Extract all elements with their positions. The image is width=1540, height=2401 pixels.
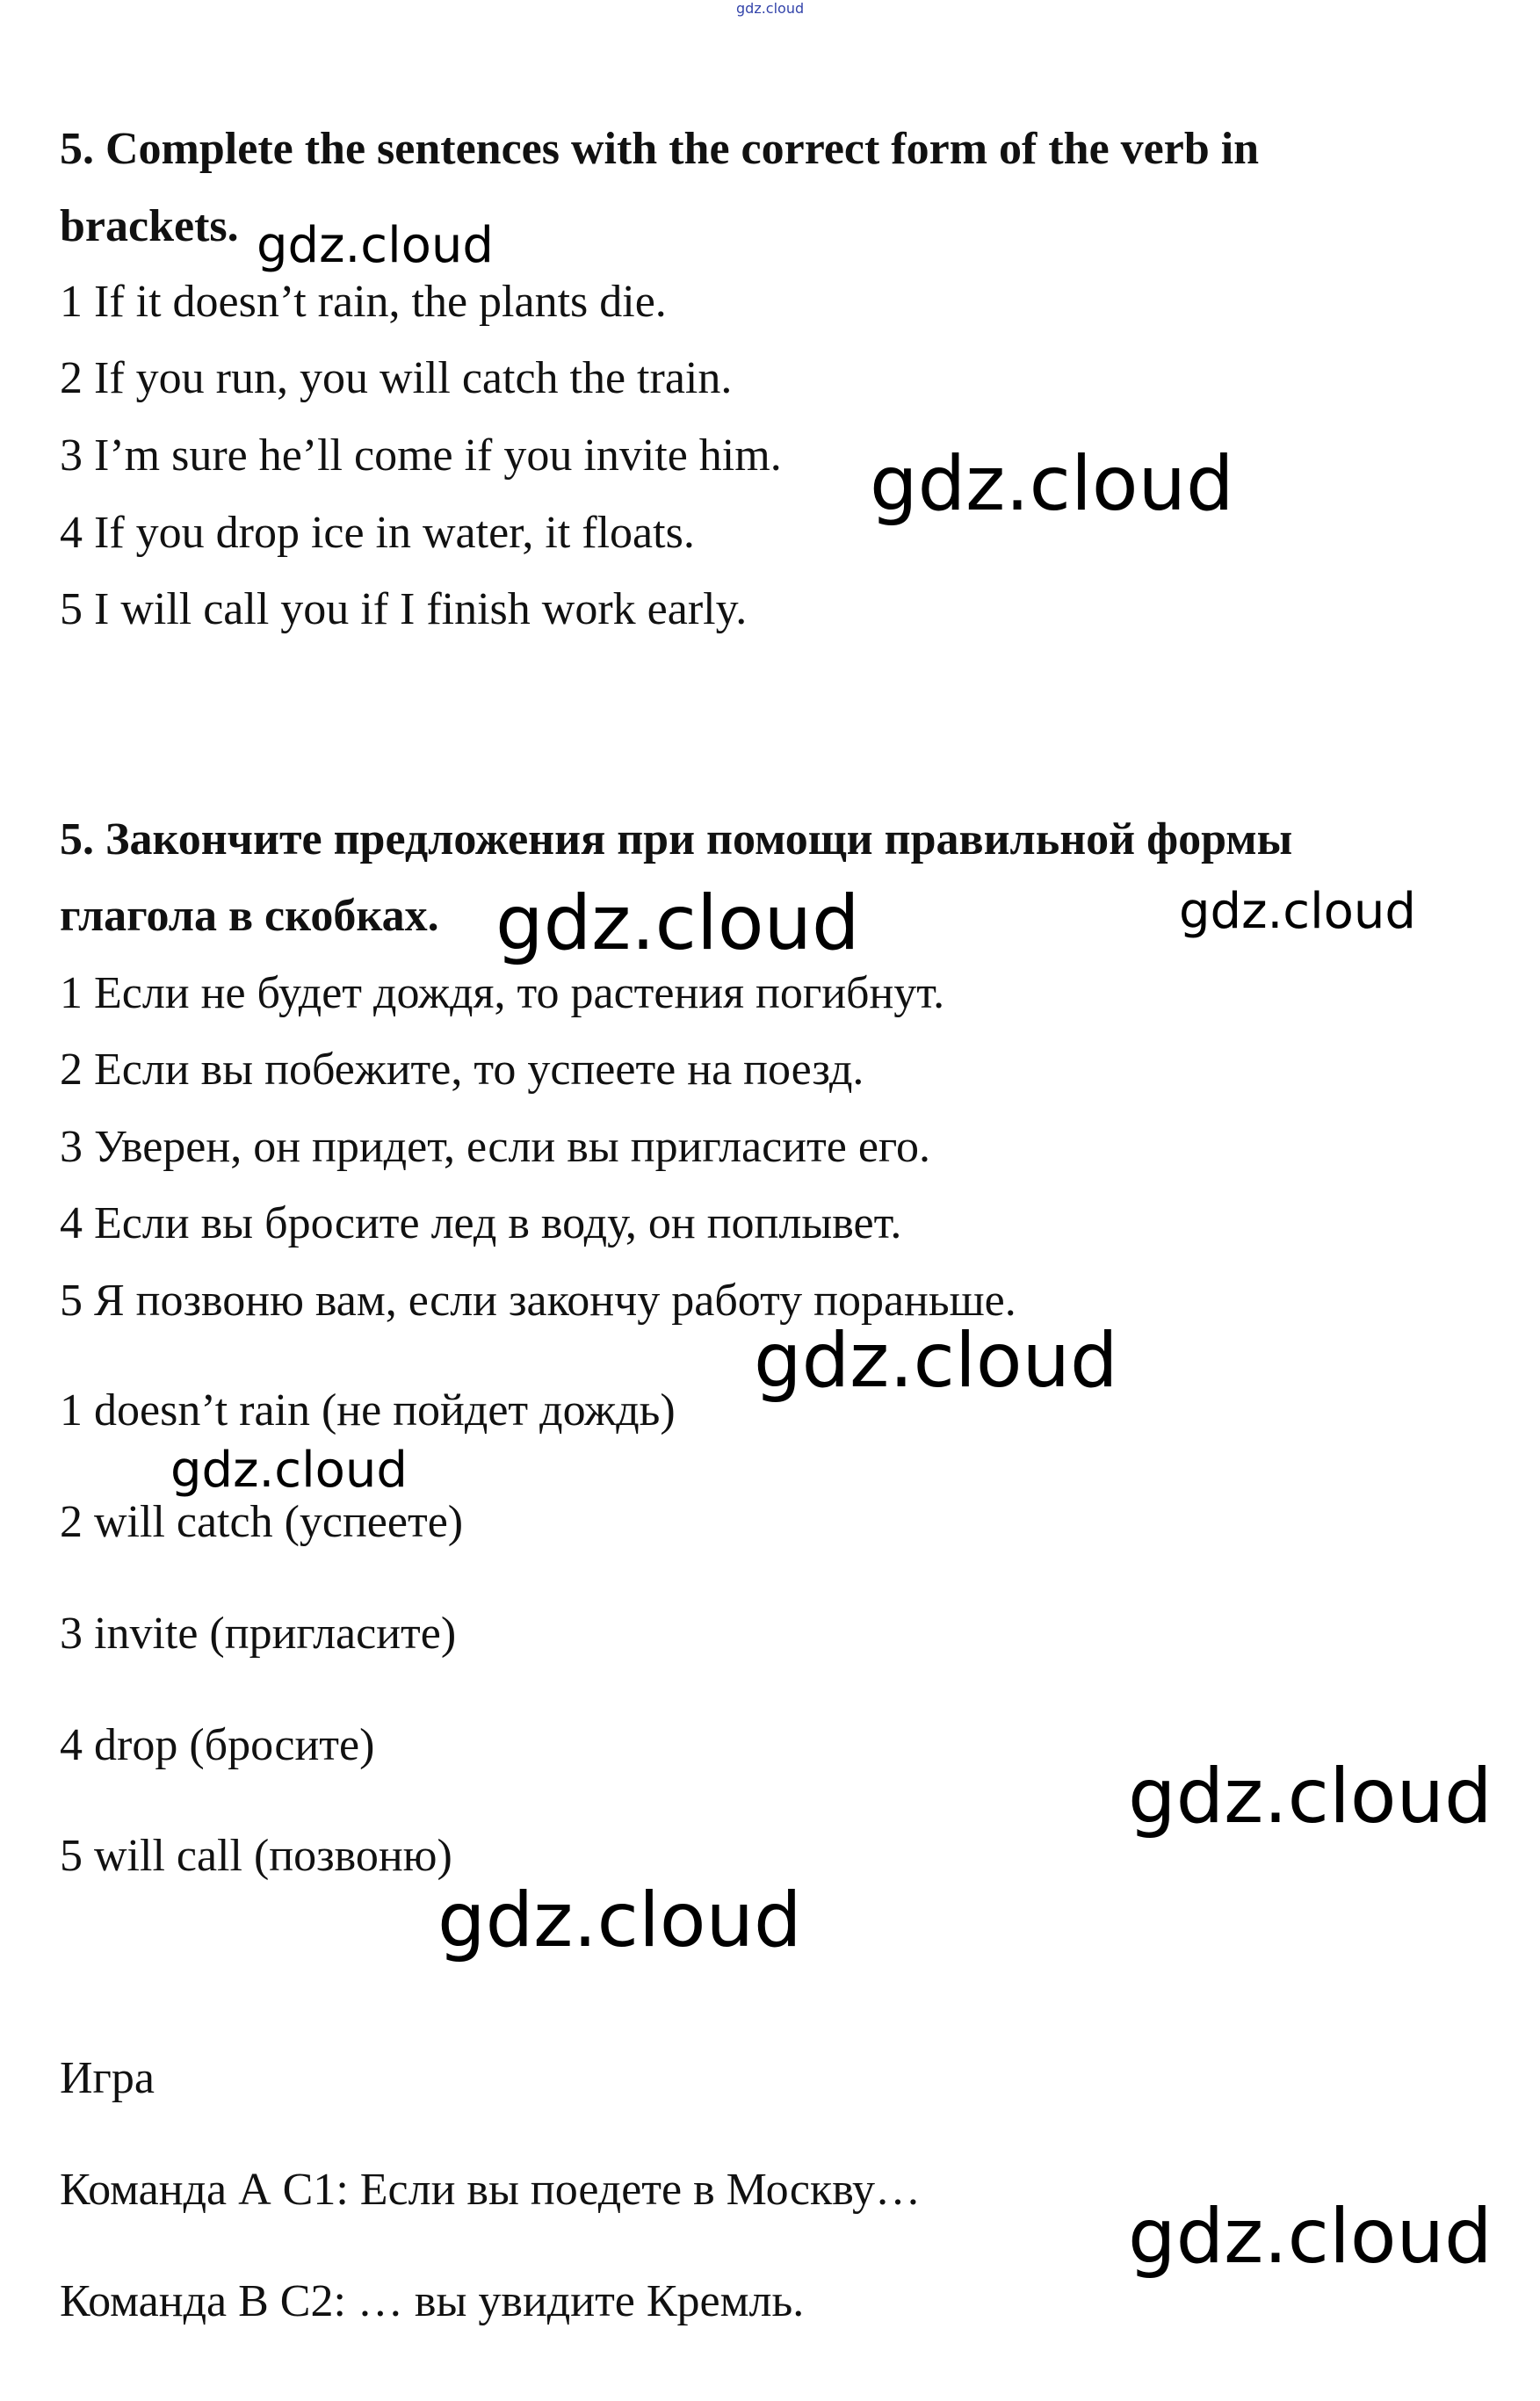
russian-sentence-4: 4 Если вы бросите лед в воду, он поплывет. (60, 1198, 902, 1248)
watermark: gdz.cloud (495, 879, 860, 967)
game-line-1: Команда А С1: Если вы поедете в Москву… (60, 2165, 922, 2215)
english-heading-line-2: brackets. (60, 201, 239, 251)
english-sentence-1: 1 If it doesn’t rain, the plants die. (60, 277, 667, 327)
watermark: gdz.cloud (437, 1877, 802, 1964)
english-heading-line-1: 5. Complete the sentences with the correct form of the verb in (60, 124, 1260, 174)
english-sentence-2: 2 If you run, you will catch the train. (60, 353, 733, 403)
watermark: gdz.cloud (170, 1442, 408, 1499)
watermark: gdz.cloud (754, 1317, 1118, 1405)
russian-sentence-3: 3 Уверен, он придет, если вы пригласите его. (60, 1122, 930, 1172)
english-sentence-4: 4 If you drop ice in water, it floats. (60, 508, 695, 558)
russian-sentence-2: 2 Если вы побежите, то успеете на поезд. (60, 1045, 864, 1095)
watermark: gdz.cloud (870, 440, 1234, 528)
watermark: gdz.cloud (1128, 1753, 1493, 1841)
answer-3: 3 invite (пригласите) (60, 1609, 457, 1659)
answer-4: 4 drop (бросите) (60, 1720, 375, 1770)
answer-5: 5 will call (позвоню) (60, 1831, 452, 1881)
game-title: Игра (60, 2053, 155, 2103)
russian-heading-line-2: глагола в скобках. (60, 891, 439, 941)
answer-2: 2 will catch (успеете) (60, 1497, 464, 1547)
watermark-top: gdz.cloud (736, 0, 805, 17)
english-sentence-3: 3 I’m sure he’ll come if you invite him. (60, 430, 782, 481)
russian-sentence-5: 5 Я позвоню вам, если закончу работу пораньше. (60, 1276, 1016, 1326)
watermark: gdz.cloud (1128, 2193, 1493, 2281)
watermark: gdz.cloud (257, 217, 494, 274)
russian-heading-line-1: 5. Закончите предложения при помощи правильной формы (60, 814, 1293, 864)
game-line-2: Команда В С2: … вы увидите Кремль. (60, 2276, 805, 2326)
watermark: gdz.cloud (1179, 883, 1416, 940)
english-sentence-5: 5 I will call you if I finish work early. (60, 584, 748, 634)
russian-sentence-1: 1 Если не будет дождя, то растения погибнут. (60, 968, 945, 1018)
answer-1: 1 doesn’t rain (не пойдет дождь) (60, 1385, 676, 1436)
